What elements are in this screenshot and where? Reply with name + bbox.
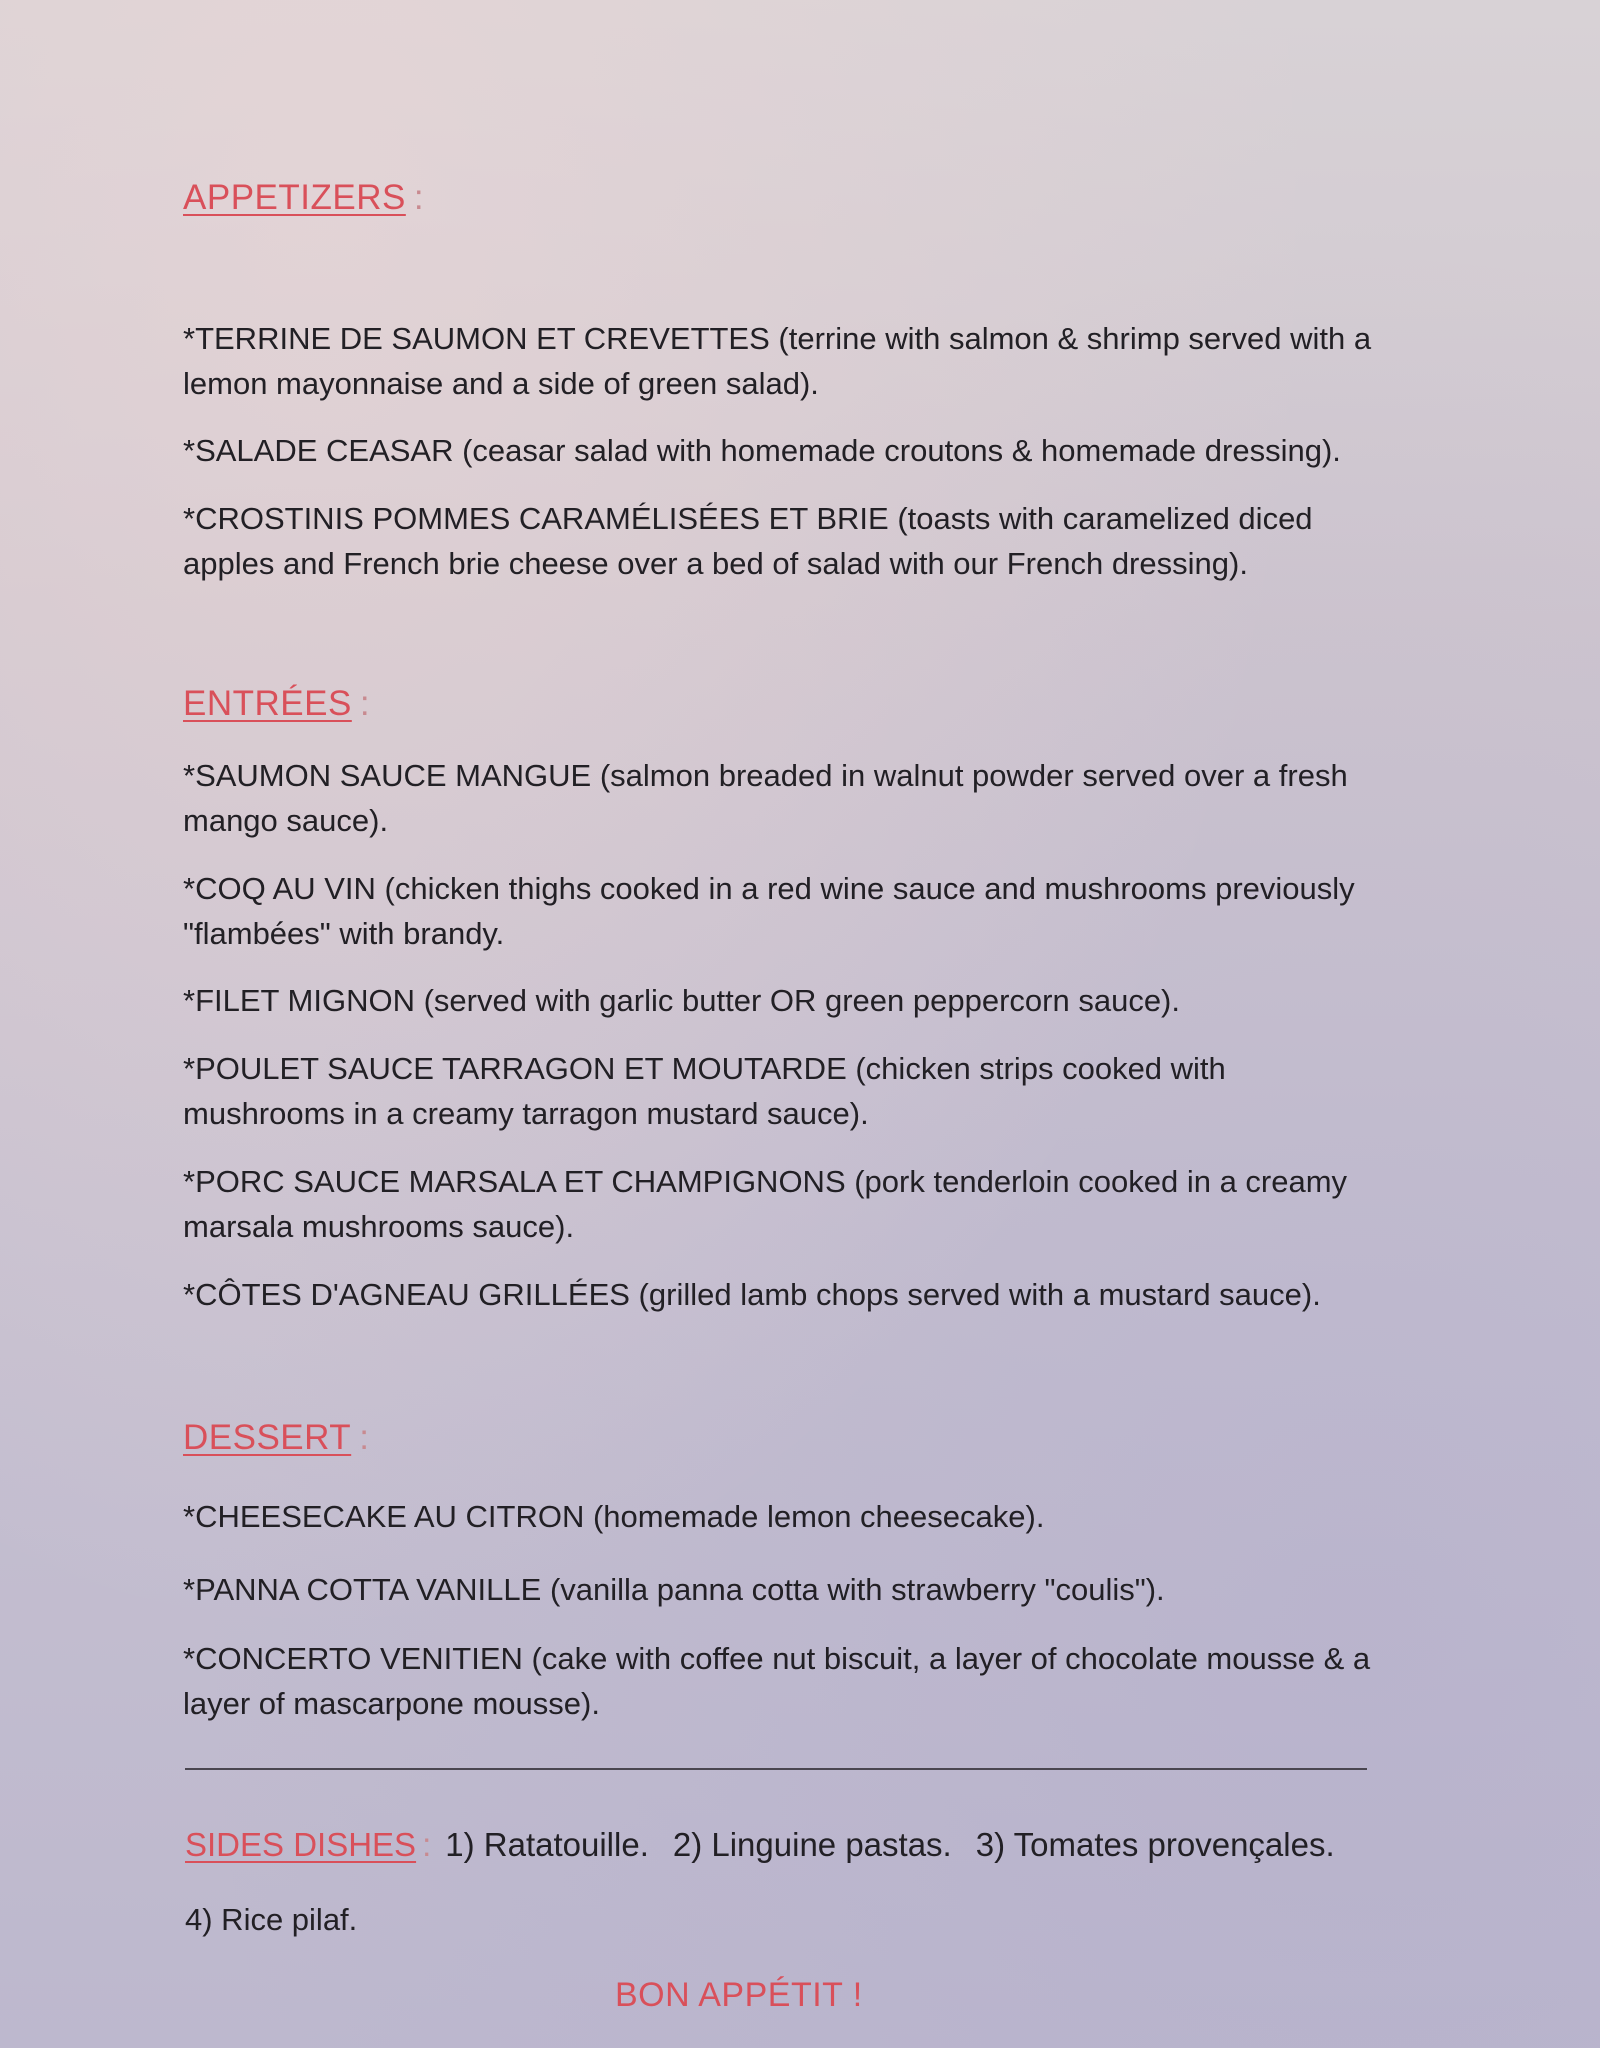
dish-name: *SAUMON SAUCE MANGUE [183,758,592,793]
dish-description: (terrine with salmon & shrimp served with a lemon mayonnaise and a side of green salad). [183,321,1372,401]
dish-description: (vanilla panna cotta with strawberry "coulis"). [541,1572,1165,1607]
dish-name: *TERRINE DE SAUMON ET CREVETTES [183,321,770,356]
dish-name: *CROSTINIS POMMES CARAMÉLISÉES ET BRIE [183,501,889,536]
dish-name: *SALADE CEASAR [183,433,454,468]
entrees-title: ENTRÉES [183,684,352,723]
menu-item [183,428,1383,473]
dish-description: (cake with coffee nut biscuit, a layer of chocolate mousse & a layer of mascarpone mousse). [183,1641,1371,1721]
dish-name: *PANNA COTTA VANILLE [183,1572,542,1607]
dish-description: (chicken thighs cooked in a red wine sauce and mushrooms previously "flambées" with brandy. [183,871,1355,951]
entrees-colon: : [359,684,371,723]
menu-item [183,1046,1383,1136]
menu-item [183,1494,1383,1539]
dish-description: (grilled lamb chops served with a mustard sauce). [629,1277,1321,1312]
dish-name: *CONCERTO VENITIEN [183,1641,523,1676]
dessert-colon: : [359,1418,370,1457]
dish-name: *CHEESECAKE AU CITRON [183,1499,585,1534]
dish-name: *POULET SAUCE TARRAGON ET MOUTARDE [183,1051,847,1086]
dish-name: *CÔTES D'AGNEAU GRILLÉES [183,1277,630,1312]
appetizers-colon: : [413,178,425,217]
menu-item [183,1159,1383,1249]
sides-title: SIDES DISHES [185,1826,417,1863]
menu-item [183,753,1383,843]
dish-name: *PORC SAUCE MARSALA ET CHAMPIGNONS [183,1164,846,1199]
menu-item [183,866,1383,956]
dessert-title: DESSERT [183,1418,352,1457]
appetizers-heading [183,178,424,218]
closing-text: BON APPÉTIT ! [615,1976,863,2014]
dish-description: (toasts with caramelized diced apples and French brie cheese over a bed of salad with our French dressing). [183,501,1313,581]
dish-name: *COQ AU VIN [183,871,376,906]
menu-item [183,1636,1383,1726]
dish-name: *FILET MIGNON [183,983,415,1018]
side-option: 1) Ratatouille. [445,1826,649,1863]
sides-colon: : [422,1826,432,1863]
dish-description: (salmon breaded in walnut powder served over a fresh mango sauce). [183,758,1348,838]
dish-description: (ceasar salad with homemade croutons & homemade dressing). [453,433,1341,468]
side-option: 2) Linguine pastas. [672,1826,952,1863]
dish-description: (homemade lemon cheesecake). [584,1499,1045,1534]
dessert-heading [183,1418,369,1458]
side-option: 4) Rice pilaf. [185,1902,358,1937]
entrees-heading [183,684,370,724]
appetizers-title: APPETIZERS [183,178,406,217]
menu-item [183,316,1383,406]
dish-description: (chicken strips cooked with mushrooms in a creamy tarragon mustard sauce). [183,1051,1226,1131]
side-option: 3) Tomates provençales. [975,1826,1335,1863]
menu-item [183,1567,1383,1612]
menu-item [183,1272,1383,1317]
divider-line [185,1768,1367,1770]
sides-row [185,1826,1359,1864]
dish-description: (served with garlic butter OR green peppercorn sauce). [414,983,1180,1018]
dish-description: (pork tenderloin cooked in a creamy marsala mushrooms sauce). [183,1164,1348,1244]
menu-item [183,496,1383,586]
menu-item [183,978,1383,1023]
